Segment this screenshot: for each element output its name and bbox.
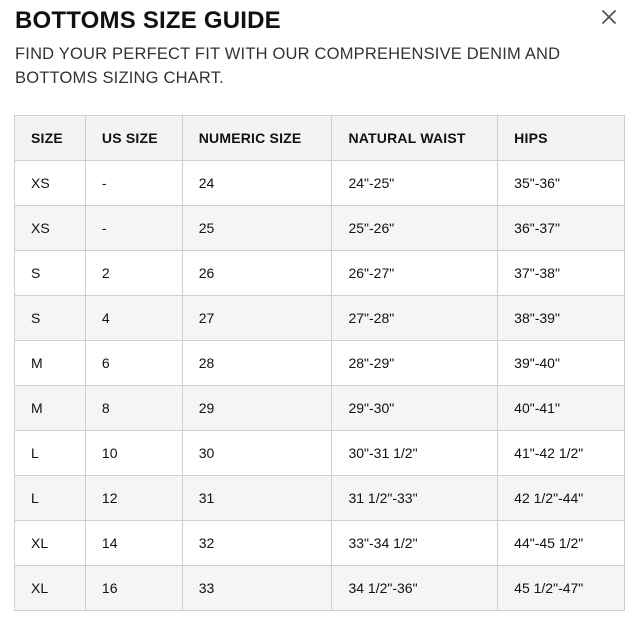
cell-us-size: - — [85, 206, 182, 251]
cell-numeric-size: 26 — [182, 251, 332, 296]
table-row — [15, 566, 625, 611]
cell-natural-waist: 33"-34 1/2" — [332, 521, 498, 566]
header-us-size: US SIZE — [85, 116, 182, 161]
table-row — [15, 431, 625, 476]
cell-size: S — [15, 296, 86, 341]
cell-hips: 42 1/2"-44" — [498, 476, 625, 521]
cell-us-size: 16 — [85, 566, 182, 611]
cell-natural-waist: 31 1/2"-33" — [332, 476, 498, 521]
cell-hips: 45 1/2"-47" — [498, 566, 625, 611]
cell-us-size: 12 — [85, 476, 182, 521]
cell-us-size: 6 — [85, 341, 182, 386]
cell-size: M — [15, 341, 86, 386]
table-row — [15, 296, 625, 341]
cell-hips: 40"-41" — [498, 386, 625, 431]
cell-size: XL — [15, 521, 86, 566]
cell-natural-waist: 29"-30" — [332, 386, 498, 431]
cell-us-size: 2 — [85, 251, 182, 296]
cell-natural-waist: 25"-26" — [332, 206, 498, 251]
cell-size: XS — [15, 206, 86, 251]
header-numeric-size: NUMERIC SIZE — [182, 116, 332, 161]
cell-natural-waist: 24"-25" — [332, 161, 498, 206]
cell-us-size: - — [85, 161, 182, 206]
cell-size: S — [15, 251, 86, 296]
cell-natural-waist: 26"-27" — [332, 251, 498, 296]
cell-size: M — [15, 386, 86, 431]
cell-hips: 36"-37" — [498, 206, 625, 251]
cell-hips: 39"-40" — [498, 341, 625, 386]
cell-us-size: 10 — [85, 431, 182, 476]
table-row — [15, 206, 625, 251]
header-natural-waist: NATURAL WAIST — [332, 116, 498, 161]
cell-numeric-size: 30 — [182, 431, 332, 476]
size-table — [14, 115, 625, 611]
cell-numeric-size: 31 — [182, 476, 332, 521]
cell-size: XL — [15, 566, 86, 611]
table-row — [15, 161, 625, 206]
cell-natural-waist: 28"-29" — [332, 341, 498, 386]
cell-numeric-size: 32 — [182, 521, 332, 566]
page-title: BOTTOMS SIZE GUIDE — [15, 7, 281, 34]
cell-us-size: 8 — [85, 386, 182, 431]
cell-us-size: 14 — [85, 521, 182, 566]
cell-size: XS — [15, 161, 86, 206]
table-row — [15, 476, 625, 521]
cell-numeric-size: 28 — [182, 341, 332, 386]
cell-hips: 38"-39" — [498, 296, 625, 341]
cell-us-size: 4 — [85, 296, 182, 341]
cell-numeric-size: 24 — [182, 161, 332, 206]
cell-numeric-size: 27 — [182, 296, 332, 341]
cell-natural-waist: 30"-31 1/2" — [332, 431, 498, 476]
table-row — [15, 386, 625, 431]
header-hips: HIPS — [498, 116, 625, 161]
cell-natural-waist: 34 1/2"-36" — [332, 566, 498, 611]
header-size: SIZE — [15, 116, 86, 161]
cell-size: L — [15, 431, 86, 476]
table-header-row — [15, 116, 625, 161]
cell-hips: 44"-45 1/2" — [498, 521, 625, 566]
table-row — [15, 521, 625, 566]
cell-hips: 37"-38" — [498, 251, 625, 296]
cell-natural-waist: 27"-28" — [332, 296, 498, 341]
cell-hips: 41"-42 1/2" — [498, 431, 625, 476]
table-row — [15, 251, 625, 296]
table-row — [15, 341, 625, 386]
close-icon — [598, 6, 620, 28]
cell-numeric-size: 33 — [182, 566, 332, 611]
subtitle: FIND YOUR PERFECT FIT WITH OUR COMPREHENSIVE DENIM AND BOTTOMS SIZING CHART. — [15, 45, 561, 87]
cell-hips: 35"-36" — [498, 161, 625, 206]
cell-numeric-size: 25 — [182, 206, 332, 251]
close-button[interactable] — [598, 6, 620, 28]
cell-size: L — [15, 476, 86, 521]
cell-numeric-size: 29 — [182, 386, 332, 431]
